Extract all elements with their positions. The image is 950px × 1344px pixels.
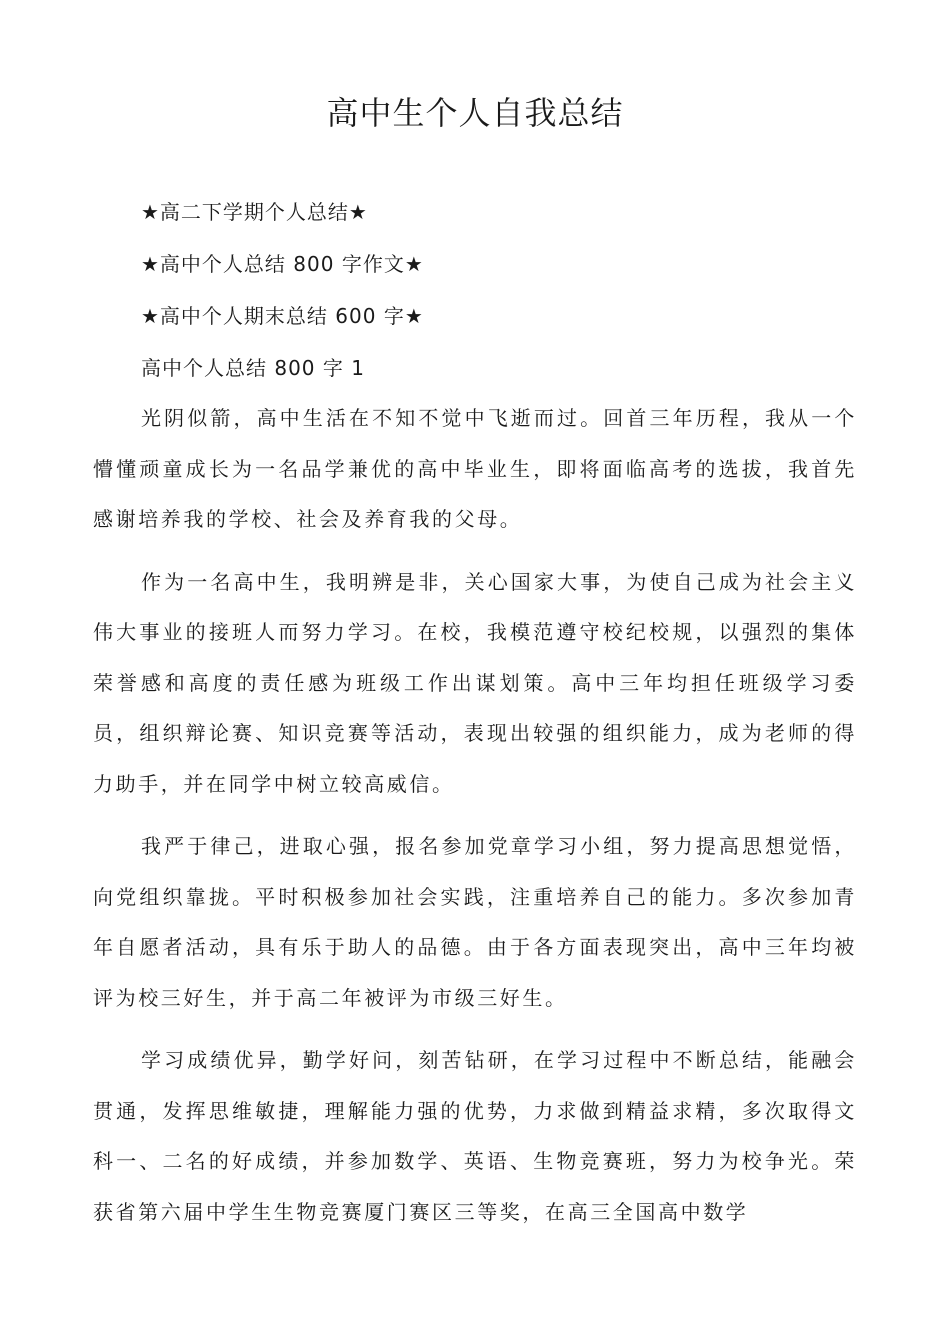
document-title: 高中生个人自我总结 (326, 94, 624, 132)
paragraph-1: 光阴似箭，高中生活在不知不觉中飞逝而过。回首三年历程，我从一个懵懂顽童成长为一名品学兼优的高中毕业生，即将面临高考的选拔，我首先感谢培养我的学校、社会及养育我的父母。 (93, 406, 857, 531)
related-link-1[interactable]: ★高二下学期个人总结★ (141, 200, 368, 224)
paragraph-2: 作为一名高中生，我明辨是非，关心国家大事，为使自己成为社会主义伟大事业的接班人而努力学习。在校，我模范遵守校纪校规，以强烈的集体荣誉感和高度的责任感为班级工作出谋划策。高中三年均担任班级学习委员，组织辩论赛、知识竞赛等活动，表现出较强的组织能力，成为老师的得力助手，并在同学中树立较高威信。 (93, 569, 857, 796)
related-link-2[interactable]: ★高中个人总结 800 字作文★ (141, 252, 424, 276)
related-link-3[interactable]: ★高中个人期末总结 600 字★ (141, 304, 424, 328)
section-heading: 高中个人总结 800 字 1 (141, 356, 365, 380)
document-body (93, 196, 857, 1237)
paragraph-3: 我严于律己，进取心强，报名参加党章学习小组，努力提高思想觉悟，向党组织靠拢。平时积极参加社会实践，注重培养自己的能力。多次参加青年自愿者活动，具有乐于助人的品德。由于各方面表现突出，高中三年均被评为校三好生，并于高二年被评为市级三好生。 (93, 834, 857, 1010)
paragraph-4: 学习成绩优异，勤学好问，刻苦钻研，在学习过程中不断总结，能融会贯通，发挥思维敏捷，理解能力强的优势，力求做到精益求精，多次取得文科一、二名的好成绩，并参加数学、英语、生物竞赛班，努力为校争光。荣获省第六届中学生生物竞赛厦门赛区三等奖，在高三全国高中数学 (93, 1048, 857, 1224)
